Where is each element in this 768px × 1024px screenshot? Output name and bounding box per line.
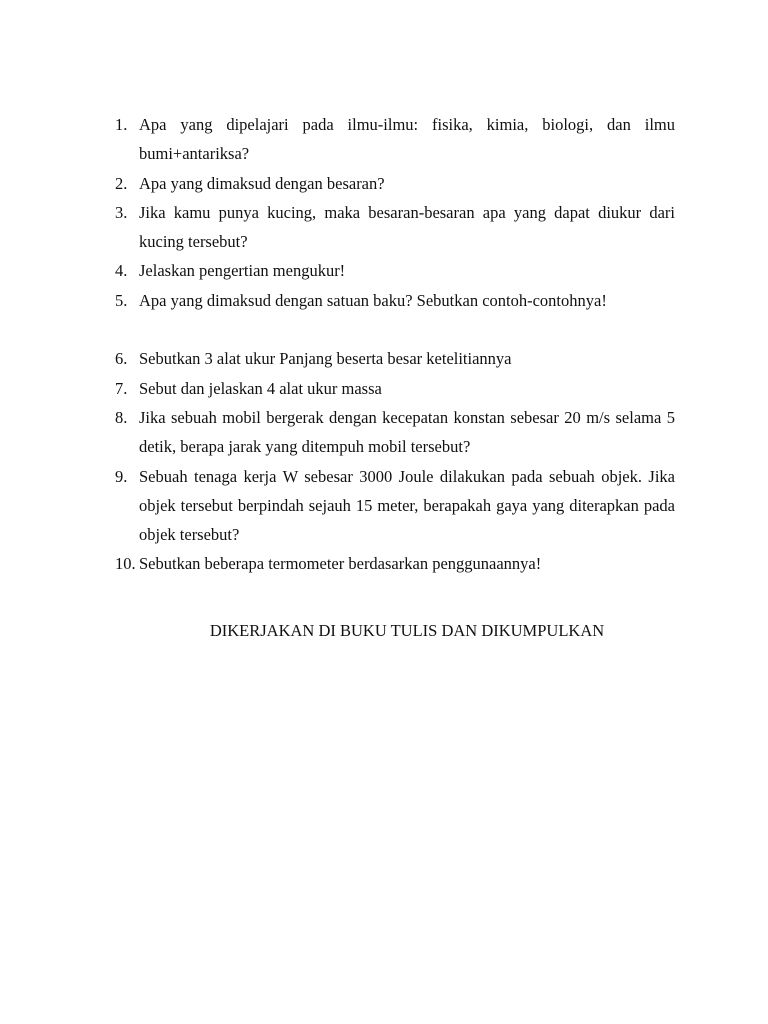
question-text: Jika kamu punya kucing, maka besaran-besaran apa yang dapat diukur dari kucing tersebut? bbox=[139, 202, 675, 252]
question-item bbox=[115, 374, 675, 403]
question-number: 3. bbox=[115, 202, 128, 222]
question-text: Sebutkan 3 alat ukur Panjang beserta besar ketelitiannya bbox=[139, 349, 512, 369]
question-text: Apa yang dipelajari pada ilmu-ilmu: fisika, kimia, biologi, dan ilmu bumi+antariksa? bbox=[139, 115, 675, 164]
question-number: 9. bbox=[115, 466, 128, 486]
question-number: 2. bbox=[115, 173, 128, 193]
question-text: Apa yang dimaksud dengan besaran? bbox=[139, 173, 385, 193]
question-text: Sebut dan jelaskan 4 alat ukur massa bbox=[139, 378, 382, 398]
question-text: Sebuah tenaga kerja W sebesar 3000 Joule dilakukan pada sebuah objek. Jika objek tersebut berpindah sejauh 15 meter, berapakah gaya yang diterapkan pada objek tersebut? bbox=[139, 466, 675, 545]
question-list bbox=[115, 110, 675, 579]
question-text: Jika sebuah mobil bergerak dengan kecepatan konstan sebesar 20 m/s selama 5 detik, berapa jarak yang ditempuh mobil tersebut? bbox=[139, 407, 675, 457]
question-item bbox=[115, 110, 675, 169]
question-item bbox=[115, 549, 675, 578]
question-item bbox=[115, 403, 675, 462]
question-item bbox=[115, 198, 675, 257]
question-number: 4. bbox=[115, 261, 128, 281]
question-text: Jelaskan pengertian mengukur! bbox=[139, 261, 346, 281]
question-text: Apa yang dimaksud dengan satuan baku? Sebutkan contoh-contohnya! bbox=[139, 290, 607, 310]
question-number: 8. bbox=[115, 407, 128, 427]
question-number: 5. bbox=[115, 290, 128, 310]
question-number: 7. bbox=[115, 378, 128, 398]
question-text: Sebutkan beberapa termometer berdasarkan penggunaannya! bbox=[139, 554, 542, 574]
footer-instruction: DIKERJAKAN DI BUKU TULIS DAN DIKUMPULKAN bbox=[209, 621, 605, 640]
question-item bbox=[115, 256, 675, 285]
question-number: 10. bbox=[115, 554, 136, 574]
question-number: 6. bbox=[115, 349, 128, 369]
question-item bbox=[115, 286, 675, 315]
question-item bbox=[115, 462, 675, 550]
question-item bbox=[115, 344, 675, 373]
question-number: 1. bbox=[115, 115, 128, 134]
question-item bbox=[115, 169, 675, 198]
